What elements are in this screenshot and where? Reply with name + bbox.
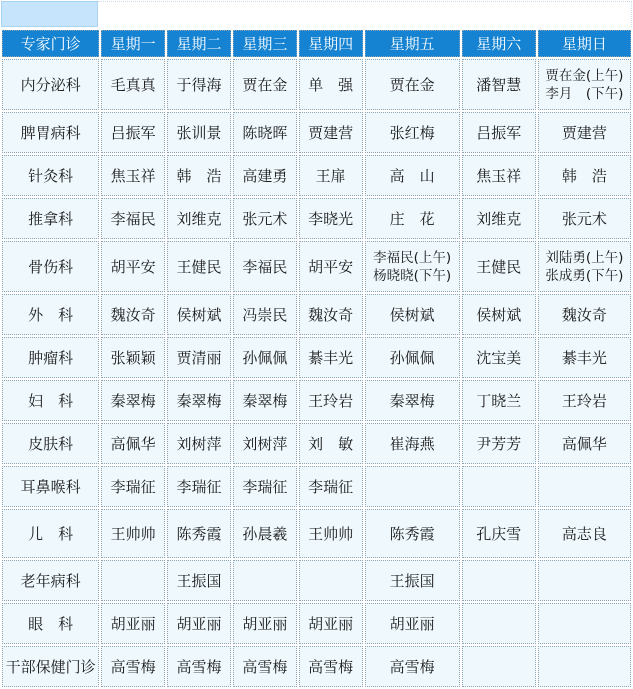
doctor-cell: 王帅帅 <box>299 509 363 558</box>
doctor-cell: 高建勇 <box>233 155 297 196</box>
doctor-cell: 高雪梅 <box>167 646 231 687</box>
doctor-cell: 陈秀霞 <box>365 509 460 558</box>
table-row <box>2 294 631 335</box>
department-cell: 皮肤科 <box>2 423 99 464</box>
doctor-cell: 綦丰光 <box>299 337 363 378</box>
doctor-cell: 綦丰光 <box>538 337 631 378</box>
doctor-cell <box>538 603 631 644</box>
table-row <box>2 112 631 153</box>
department-cell: 干部保健门诊 <box>2 646 99 687</box>
doctor-cell <box>462 466 536 507</box>
doctor-name: 李福民(上午) <box>373 249 452 266</box>
doctor-cell: 孙晨羲 <box>233 509 297 558</box>
header-friday: 星期五 <box>365 30 460 57</box>
doctor-cell: 胡亚丽 <box>299 603 363 644</box>
doctor-cell <box>538 646 631 687</box>
doctor-cell: 崔海燕 <box>365 423 460 464</box>
doctor-cell: 魏汝奇 <box>299 294 363 335</box>
table-row <box>2 646 631 687</box>
doctor-cell: 张元术 <box>538 198 631 239</box>
doctor-cell: 秦翠梅 <box>101 380 165 421</box>
doctor-cell: 王健民 <box>462 241 536 292</box>
table-row <box>2 380 631 421</box>
header-saturday: 星期六 <box>462 30 536 57</box>
doctor-cell: 李晓光 <box>299 198 363 239</box>
doctor-cell <box>299 560 363 601</box>
doctor-cell: 胡亚丽 <box>101 603 165 644</box>
department-cell: 耳鼻喉科 <box>2 466 99 507</box>
header-wednesday: 星期三 <box>233 30 297 57</box>
doctor-cell: 潘智慧 <box>462 59 536 110</box>
doctor-cell: 张元术 <box>233 198 297 239</box>
department-cell: 儿 科 <box>2 509 99 558</box>
doctor-cell: 毛真真 <box>101 59 165 110</box>
doctor-cell: 孙佩佩 <box>233 337 297 378</box>
doctor-cell: 刘维克 <box>167 198 231 239</box>
table-row <box>2 337 631 378</box>
doctor-cell: 李瑞征 <box>167 466 231 507</box>
doctor-cell: 胡亚丽 <box>233 603 297 644</box>
doctor-cell <box>538 59 631 110</box>
doctor-cell: 李瑞征 <box>101 466 165 507</box>
doctor-cell <box>462 560 536 601</box>
doctor-cell <box>538 466 631 507</box>
doctor-cell: 庄 花 <box>365 198 460 239</box>
selected-tab[interactable] <box>1 1 98 27</box>
doctor-cell <box>233 560 297 601</box>
doctor-cell: 王扉 <box>299 155 363 196</box>
table-row <box>2 241 631 292</box>
doctor-cell <box>462 603 536 644</box>
table-row <box>2 509 631 558</box>
doctor-cell: 沈宝美 <box>462 337 536 378</box>
top-bar <box>0 0 633 28</box>
table-row <box>2 466 631 507</box>
doctor-name: 杨晓晓(下午) <box>373 267 452 284</box>
doctor-cell <box>462 646 536 687</box>
doctor-cell: 秦翠梅 <box>167 380 231 421</box>
doctor-cell: 贾清丽 <box>167 337 231 378</box>
department-cell: 针灸科 <box>2 155 99 196</box>
doctor-cell <box>365 241 460 292</box>
doctor-cell: 张训景 <box>167 112 231 153</box>
doctor-cell <box>538 560 631 601</box>
doctor-name: 张成勇(下午) <box>545 267 624 284</box>
department-cell: 肿瘤科 <box>2 337 99 378</box>
table-row <box>2 198 631 239</box>
doctor-cell: 魏汝奇 <box>538 294 631 335</box>
table-row <box>2 603 631 644</box>
doctor-cell: 单 强 <box>299 59 363 110</box>
doctor-cell: 吕振军 <box>101 112 165 153</box>
doctor-cell: 陈晓晖 <box>233 112 297 153</box>
header-sunday: 星期日 <box>538 30 631 57</box>
department-cell: 眼 科 <box>2 603 99 644</box>
doctor-cell: 孙佩佩 <box>365 337 460 378</box>
header-tuesday: 星期二 <box>167 30 231 57</box>
table-row <box>2 560 631 601</box>
doctor-cell: 高雪梅 <box>233 646 297 687</box>
doctor-cell: 孔庆雪 <box>462 509 536 558</box>
doctor-cell: 王振国 <box>167 560 231 601</box>
doctor-cell: 丁晓兰 <box>462 380 536 421</box>
department-cell: 外 科 <box>2 294 99 335</box>
doctor-cell: 胡平安 <box>101 241 165 292</box>
doctor-cell: 胡平安 <box>299 241 363 292</box>
doctor-cell: 王健民 <box>167 241 231 292</box>
doctor-cell: 侯树斌 <box>365 294 460 335</box>
doctor-cell: 胡亚丽 <box>167 603 231 644</box>
department-cell: 妇 科 <box>2 380 99 421</box>
doctor-cell: 高雪梅 <box>299 646 363 687</box>
table-row <box>2 155 631 196</box>
doctor-cell: 王玲岩 <box>538 380 631 421</box>
doctor-cell: 高 山 <box>365 155 460 196</box>
doctor-name: 李月 (下午) <box>545 85 624 102</box>
doctor-cell: 于得海 <box>167 59 231 110</box>
doctor-cell: 秦翠梅 <box>233 380 297 421</box>
doctor-cell: 韩 浩 <box>167 155 231 196</box>
doctor-cell: 贾建营 <box>299 112 363 153</box>
doctor-cell: 韩 浩 <box>538 155 631 196</box>
doctor-cell <box>365 466 460 507</box>
doctor-cell <box>101 560 165 601</box>
doctor-cell: 高雪梅 <box>101 646 165 687</box>
doctor-name: 贾在金(上午) <box>545 67 624 84</box>
department-cell: 老年病科 <box>2 560 99 601</box>
department-cell: 内分泌科 <box>2 59 99 110</box>
doctor-cell: 侯树斌 <box>462 294 536 335</box>
table-row <box>2 59 631 110</box>
doctor-cell: 张红梅 <box>365 112 460 153</box>
doctor-cell: 冯崇民 <box>233 294 297 335</box>
header-row <box>2 30 631 57</box>
doctor-cell: 李福民 <box>233 241 297 292</box>
doctor-cell <box>538 241 631 292</box>
doctor-cell: 高佩华 <box>101 423 165 464</box>
doctor-cell: 高志良 <box>538 509 631 558</box>
department-cell: 骨伤科 <box>2 241 99 292</box>
doctor-cell: 贾建营 <box>538 112 631 153</box>
department-cell: 推拿科 <box>2 198 99 239</box>
doctor-name: 刘陆勇(上午) <box>545 249 624 266</box>
doctor-cell: 刘树萍 <box>233 423 297 464</box>
doctor-cell: 李瑞征 <box>299 466 363 507</box>
doctor-cell: 刘 敏 <box>299 423 363 464</box>
doctor-cell: 刘维克 <box>462 198 536 239</box>
doctor-cell: 贾在金 <box>365 59 460 110</box>
doctor-cell: 贾在金 <box>233 59 297 110</box>
doctor-cell: 高佩华 <box>538 423 631 464</box>
department-cell: 脾胃病科 <box>2 112 99 153</box>
table-row <box>2 423 631 464</box>
doctor-cell: 王玲岩 <box>299 380 363 421</box>
doctor-cell: 焦玉祥 <box>101 155 165 196</box>
doctor-cell: 王振国 <box>365 560 460 601</box>
doctor-cell: 秦翠梅 <box>365 380 460 421</box>
doctor-cell: 李瑞征 <box>233 466 297 507</box>
doctor-cell: 尹芳芳 <box>462 423 536 464</box>
header-thursday: 星期四 <box>299 30 363 57</box>
doctor-cell: 胡亚丽 <box>365 603 460 644</box>
doctor-cell: 张颖颖 <box>101 337 165 378</box>
doctor-cell: 陈秀霞 <box>167 509 231 558</box>
clinic-schedule-table <box>0 28 633 689</box>
doctor-cell: 焦玉祥 <box>462 155 536 196</box>
doctor-cell: 吕振军 <box>462 112 536 153</box>
top-bar-empty <box>98 1 632 27</box>
doctor-cell: 高雪梅 <box>365 646 460 687</box>
doctor-cell: 刘树萍 <box>167 423 231 464</box>
doctor-cell: 王帅帅 <box>101 509 165 558</box>
doctor-cell: 李福民 <box>101 198 165 239</box>
doctor-cell: 魏汝奇 <box>101 294 165 335</box>
header-dept: 专家门诊 <box>2 30 99 57</box>
doctor-cell: 侯树斌 <box>167 294 231 335</box>
header-monday: 星期一 <box>101 30 165 57</box>
